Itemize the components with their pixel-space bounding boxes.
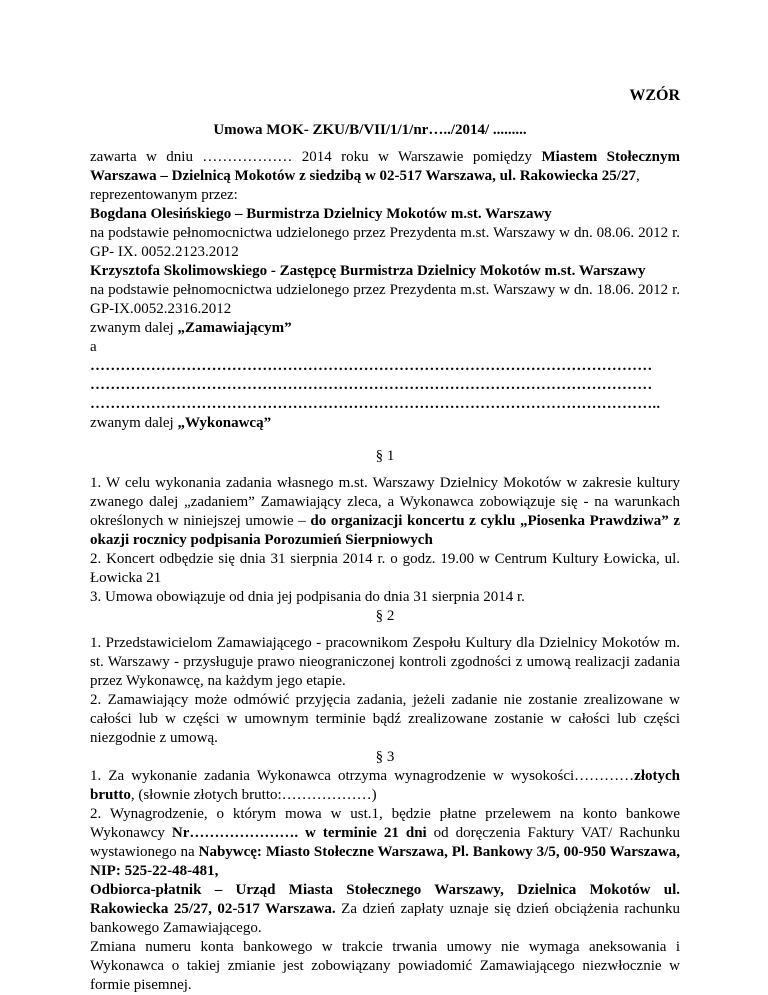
section-3-point-2: 2. Wynagrodzenie, o którym mowa w ust.1, będzie płatne przelewem na konto bankowe Wykonawcy Nr…………………. w terminie 21 dni od doręczenia Faktury VAT/ Rachunku wystawionego na Nabywcę: Miasto Stołeczne Warszawa, Pl. Bankowy 3/5, 00-950 Warszawa, NIP: 525-22-48-481, bbox=[90, 806, 681, 879]
spacer bbox=[90, 466, 680, 474]
contractor-blank-line-1: ………………………………………………………………………………………………… bbox=[90, 358, 653, 374]
section-3-point-1: 1. Za wykonanie zadania Wykonawca otrzyma wynagrodzenie w wysokości…………złotych brutto, (słownie złotych brutto:………………) bbox=[90, 768, 680, 803]
spacer bbox=[90, 626, 680, 634]
section-1-point-1: 1. W celu wykonania zadania własnego m.st. Warszawy Dzielnicy Mokotów w zakresie kultury zwanego dalej „zadaniem” Zamawiający zleca, a Wykonawca zobowiązuje się - na warunkach określonych w niniejszej umowie – do organizacji koncertu z cyklu „Piosenka Prawdziwa” z okazji rocznicy podpisania Porozumień Sierpniowych bbox=[90, 475, 680, 548]
document-body bbox=[90, 148, 680, 995]
contractor-blank-line-3: ………………………………………………………………………………………………….. bbox=[90, 396, 661, 412]
section-1-point-2: 2. Koncert odbędzie się dnia 31 sierpnia 2014 r. o godz. 19.00 w Centrum Kultury Łowicka, ul. Łowicka 21 bbox=[90, 551, 680, 586]
section-2-point-1: 1. Przedstawicielom Zamawiającego - pracownikom Zespołu Kultury dla Dzielnicy Mokotów m. st. Warszawy - przysługuje prawo nieograniczonej kontroli zgodności z umową realizacji zadania przez Wykonawcę, na każdym jego etapie. bbox=[90, 635, 680, 689]
section-2-title: § 2 bbox=[375, 608, 395, 624]
party-city-name: Miastem Stołecznym Warszawa – Dzielnicą Mokotów z siedzibą w 02-517 Warszawa, ul. Rakowiecka 25/27 bbox=[90, 149, 680, 184]
represented-by: reprezentowanym przez: bbox=[90, 187, 238, 203]
wzor-heading: WZÓR bbox=[629, 87, 680, 104]
section-3-account-change: Zmiana numeru konta bankowego w trakcie trwania umowy nie wymaga aneksowania i Wykonawca o takiej zmianie jest zobowiązany powiadomić Zamawiającego niezwłocznie w formie pisemnej. bbox=[90, 939, 680, 993]
called-zamawiajacy: zwanym dalej „Zamawiającym” bbox=[90, 320, 292, 336]
spacer bbox=[90, 433, 680, 447]
representative-2-basis: na podstawie pełnomocnictwa udzielonego przez Prezydenta m.st. Warszawy w dn. 18.06. 2012 r. GP-IX.0052.2316.2012 bbox=[90, 282, 680, 317]
representative-1-name: Bogdana Olesińskiego – Burmistrza Dzielnicy Mokotów m.st. Warszawy bbox=[90, 206, 552, 222]
section-1-point-3: 3. Umowa obowiązuje od dnia jej podpisania do dnia 31 sierpnia 2014 r. bbox=[90, 589, 525, 605]
called-wykonawca: zwanym dalej „Wykonawcą” bbox=[90, 415, 272, 431]
section-3-title: § 3 bbox=[375, 749, 395, 765]
contractor-blank-line-2: ………………………………………………………………………………………………… bbox=[90, 377, 653, 393]
contract-number-heading: Umowa MOK- ZKU/B/VII/1/1/nr…../2014/ ......... bbox=[213, 122, 527, 138]
section-2-point-2: 2. Zamawiający może odmówić przyjęcia zadania, jeżeli zadanie nie zostanie zrealizowane w całości lub w części w umownym terminie bądź zrealizowane zostanie w całości lub części niezgodnie z umową. bbox=[90, 692, 680, 746]
section-3-payer: Odbiorca-płatnik – Urząd Miasta Stołecznego Warszawy, Dzielnica Mokotów ul. Rakowiecka 25/27, 02-517 Warszawa. Za dzień zapłaty uznaje się dzień obciążenia rachunku bankowego Zamawiającego. bbox=[90, 882, 680, 936]
representative-1-basis: na podstawie pełnomocnictwa udzielonego przez Prezydenta m.st. Warszawy w dn. 08.06. 2012 r. GP- IX. 0052.2123.2012 bbox=[90, 225, 680, 260]
section-1-title: § 1 bbox=[375, 448, 395, 464]
conjunction-a: a bbox=[90, 339, 97, 355]
intro-paragraph: zawarta w dniu ……………… 2014 roku w Warszawie pomiędzy Miastem Stołecznym Warszawa – Dzielnicą Mokotów z siedzibą w 02-517 Warszawa, ul. Rakowiecka 25/27, bbox=[90, 149, 680, 184]
representative-2-name: Krzysztofa Skolimowskiego - Zastępcę Burmistrza Dzielnicy Mokotów m.st. Warszawy bbox=[90, 263, 646, 279]
